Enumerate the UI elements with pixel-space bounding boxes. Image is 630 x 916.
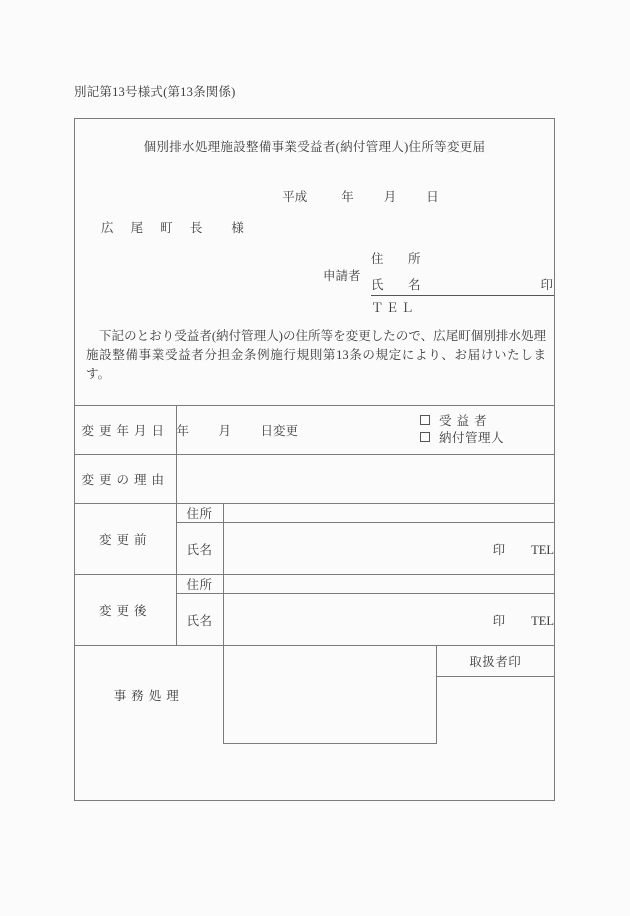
applicant-address-label: 住 所 bbox=[371, 252, 427, 266]
table-row-change-date bbox=[75, 406, 554, 455]
year-unit-label: 年 bbox=[341, 190, 354, 204]
body-paragraph-text: 下記のとおり受益者(納付管理人)の住所等を変更したので、広尾町個別排水処理施設整備事業受益者分担金条例施行規則第13条の規定により、お届けいたします。 bbox=[86, 329, 546, 381]
addressee-line bbox=[101, 218, 244, 236]
form-outer-box bbox=[74, 118, 555, 801]
checkbox-beneficiary-row[interactable] bbox=[420, 413, 504, 430]
page-title: 個別排水処理施設整備事業受益者(納付管理人)住所等変更届 bbox=[143, 140, 486, 154]
before-tel-label: TEL bbox=[531, 542, 554, 557]
before-name-value-cell[interactable] bbox=[223, 523, 554, 575]
before-label: 変更前 bbox=[75, 504, 176, 575]
applicant-label: 申請者 bbox=[323, 269, 361, 283]
applicant-seal-mark: 印 bbox=[540, 278, 553, 292]
reason-label: 変更の理由 bbox=[75, 455, 176, 504]
form-upper-section bbox=[75, 119, 554, 405]
after-address-value-cell[interactable] bbox=[223, 575, 554, 594]
applicant-tel-row[interactable] bbox=[371, 296, 554, 321]
addressee-honorific: 様 bbox=[231, 221, 244, 235]
office-use-label: 事務処理 bbox=[75, 646, 223, 744]
after-name-label: 氏名 bbox=[176, 594, 223, 646]
handler-seal-label: 取扱者印 bbox=[436, 646, 554, 677]
reason-value-cell[interactable] bbox=[176, 455, 554, 504]
before-seal-mark: 印 bbox=[492, 542, 506, 557]
checkbox-payment-manager-label: 納付管理人 bbox=[438, 431, 504, 445]
after-address-label: 住所 bbox=[176, 575, 223, 594]
body-paragraph bbox=[86, 327, 546, 384]
form-number-label: 別記第13号様式(第13条関係) bbox=[74, 85, 236, 99]
table-row-office-use bbox=[75, 646, 554, 677]
addressee-name: 広 尾 町 長 bbox=[101, 221, 210, 235]
change-date-day-change-label: 日変更 bbox=[260, 424, 299, 438]
applicant-fields bbox=[371, 247, 554, 321]
change-date-month-unit: 月 bbox=[218, 424, 232, 438]
submission-date-line bbox=[75, 187, 554, 205]
applicant-name-label: 氏 名 bbox=[371, 278, 427, 292]
change-date-value-cell[interactable] bbox=[176, 406, 554, 455]
table-row-reason bbox=[75, 455, 554, 504]
before-name-label: 氏名 bbox=[176, 523, 223, 575]
handler-seal-value-cell[interactable] bbox=[436, 677, 554, 744]
before-address-value-cell[interactable] bbox=[223, 504, 554, 523]
day-unit-label: 日 bbox=[426, 190, 439, 204]
office-use-notes-cell[interactable] bbox=[223, 646, 436, 744]
change-date-label: 変更年月日 bbox=[75, 406, 176, 455]
table-row-before-address bbox=[75, 504, 554, 523]
after-tel-label: TEL bbox=[531, 613, 554, 628]
after-name-value-cell[interactable] bbox=[223, 594, 554, 646]
era-label: 平成 bbox=[282, 190, 308, 204]
after-label: 変更後 bbox=[75, 575, 176, 646]
checkbox-beneficiary-label: 受益者 bbox=[438, 414, 492, 428]
applicant-name-row[interactable] bbox=[371, 272, 554, 296]
change-details-table bbox=[75, 405, 554, 744]
change-target-checkbox-group bbox=[420, 413, 504, 447]
change-date-year-unit: 年 bbox=[176, 424, 190, 438]
checkbox-payment-manager-row[interactable] bbox=[420, 430, 504, 447]
after-seal-mark: 印 bbox=[492, 613, 506, 628]
month-unit-label: 月 bbox=[383, 190, 397, 204]
applicant-address-row[interactable] bbox=[371, 247, 554, 272]
before-address-label: 住所 bbox=[176, 504, 223, 523]
checkbox-icon[interactable] bbox=[420, 415, 430, 425]
checkbox-icon[interactable] bbox=[420, 432, 430, 442]
applicant-tel-label: ＴＥＬ bbox=[371, 301, 417, 315]
table-row-after-address bbox=[75, 575, 554, 594]
